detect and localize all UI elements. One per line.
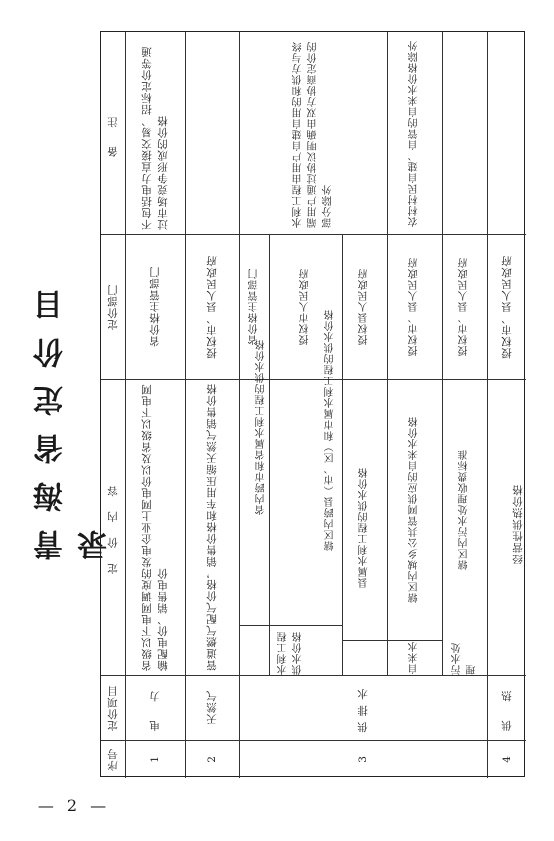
page-number: — 2 — [37, 795, 111, 815]
header-remarks: 备 注 [107, 108, 119, 158]
row3-sewage-content: 辖区内污水处理收费标准 [459, 449, 470, 570]
row3-sub3-department: 授权县人民政府 [359, 268, 370, 345]
row3-sub1-content: 省内跨市和省属水利工程的供水价格 [256, 338, 267, 515]
row4-content: 经营性供热价格 [512, 483, 524, 565]
row3-tap-remarks: 农村村民自建、自管的自来水价格除外 [409, 39, 420, 227]
row1-department: 省价格主管部门 [149, 266, 161, 347]
row2-item: 天然气 [206, 690, 218, 725]
row3-tap-content: 辖区内城乡公共管网供应的自来水价格 [409, 416, 420, 603]
row3-tap-label: 自来水 [409, 641, 420, 674]
row4-seq: 4 [500, 755, 513, 763]
header-department: 定价部门 [107, 283, 119, 330]
row3-seq: 3 [357, 755, 369, 763]
row1-content: 省级以下电网调度的发电企业上网电价以及省级以下电网输配电价、销售电价 [141, 383, 169, 671]
row2-department: 授权市、县人民政府 [206, 254, 218, 359]
row2-seq: 2 [206, 755, 218, 763]
row3-sub2-content: 辖区内跨县（市、区）和市属水利工程的供水价格 [325, 308, 336, 551]
pricing-catalog-table [100, 31, 525, 777]
row4-department: 授权市、县人民政府 [500, 254, 513, 359]
header-item: 定价项目 [107, 684, 119, 731]
page-title: 青海省定价目录 [34, 272, 113, 560]
row4-item: 供 热 [500, 683, 513, 732]
row3-water-remarks: 水利工程由用户自建自用的和供方与终端用户通过协议明确由双方协商定价的部分除外 [292, 41, 334, 228]
row3-water-project-label: 水利工程供水价格 [277, 631, 304, 675]
row1-item: 电 力 [149, 683, 161, 732]
row2-content: 管道燃气配气价格，销售价格和车用压缩天然气销售价格 [206, 383, 218, 671]
row3-sewage-department: 授权市、县人民政府 [459, 257, 470, 356]
row3-item: 供排水 [357, 682, 369, 733]
header-content: 定 价 内 容 [107, 479, 119, 574]
header-seq: 序号 [107, 747, 119, 771]
row3-sub2-department: 授权市人民政府 [300, 268, 311, 345]
row3-sub3-content: 县属水利工程的供水价格 [359, 466, 370, 588]
row3-sub1-department: 省价格主管部门 [248, 268, 260, 345]
row3-tap-department: 授权市、县人民政府 [409, 257, 420, 356]
row1-seq: 1 [149, 755, 161, 763]
row3-sewage-label: 污水处理 [451, 642, 478, 675]
row1-remarks: 不包括电力直接交易、招标定价等通过市场竞争形成的价格 [141, 46, 169, 230]
